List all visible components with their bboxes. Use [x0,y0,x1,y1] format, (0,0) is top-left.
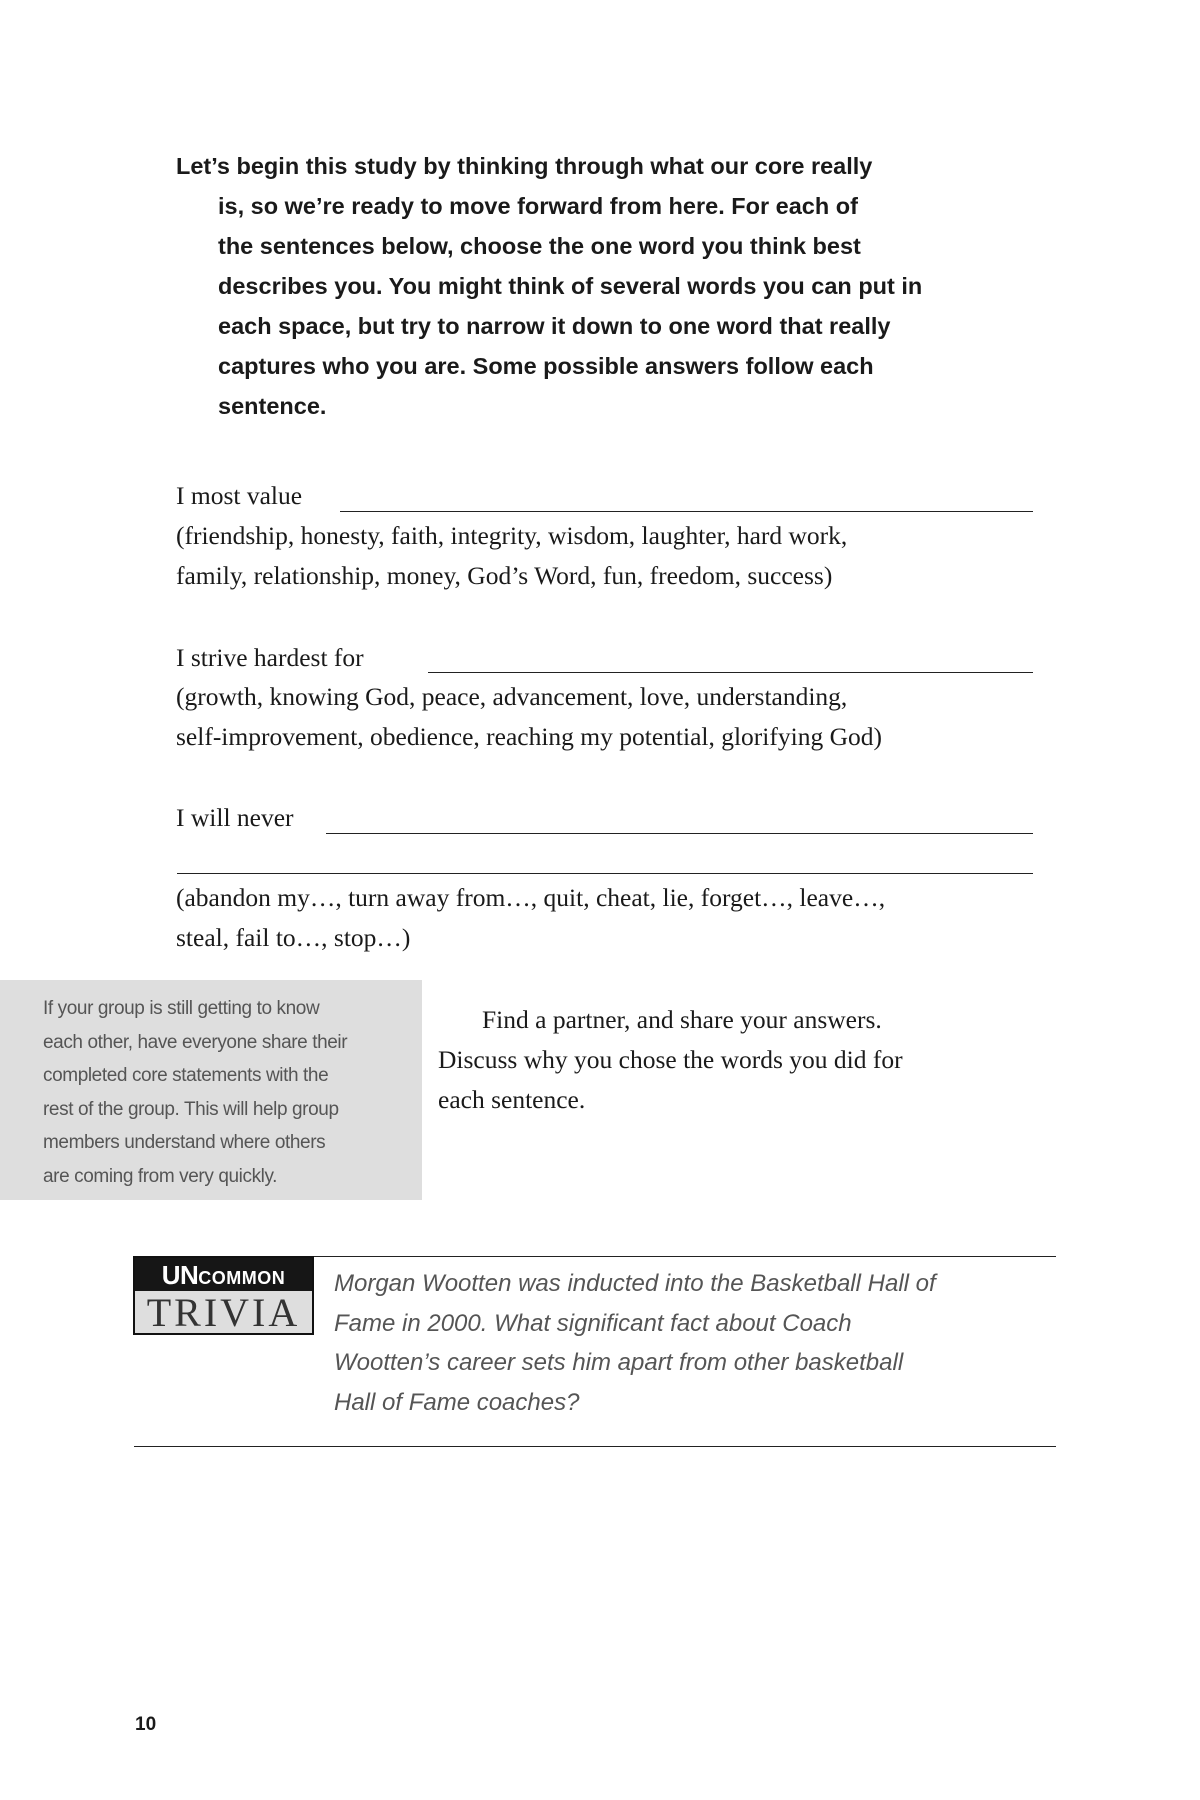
leader-tip-line: each other, have everyone share their [43,1031,348,1053]
prompt-will-never-blank[interactable] [326,833,1033,834]
intro-line: the sentences below, choose the one word you think best [218,233,861,259]
intro-line: is, so we’re ready to move forward from here. For each of [218,193,858,219]
leader-tip-line: rest of the group. This will help group [43,1098,339,1120]
prompt-will-never-options: (abandon my…, turn away from…, quit, cheat, lie, forget…, leave…, [176,883,886,912]
trivia-line: Wootten’s career sets him apart from other basketball [334,1349,904,1376]
badge-trivia-label: TRIVIA [146,1290,301,1335]
discussion-paragraph [438,1000,903,1120]
badge-un: UN [161,1260,199,1290]
prompt-most-value-stem: I most value [176,481,303,510]
trivia-line: Fame in 2000. What significant fact about Coach [334,1309,852,1337]
prompt-most-value-blank[interactable] [340,511,1033,512]
leader-tip-line: are coming from very quickly. [43,1165,278,1187]
intro-line: each space, but try to narrow it down to one word that really [218,313,891,339]
prompt-strive-hardest-options: self-improvement, obedience, reaching my potential, glorifying God) [176,722,882,751]
badge-uncommon-label [135,1258,312,1291]
uncommon-trivia-badge [133,1256,314,1335]
trivia-top-rule [314,1256,1056,1257]
badge-common: COMMON [198,1268,286,1288]
prompt-will-never-options: steal, fail to…, stop…) [176,923,411,952]
discussion-line: Discuss why you chose the words you did for [438,1045,903,1074]
discussion-line: each sentence. [438,1085,586,1114]
intro-line: describes you. You might think of several words you can put in [218,273,923,299]
intro-line: sentence. [218,393,327,419]
trivia-line: Hall of Fame coaches? [334,1388,580,1416]
page-number: 10 [135,1714,157,1735]
trivia-bottom-rule [134,1446,1056,1447]
prompt-strive-hardest-options: (growth, knowing God, peace, advancement, love, understanding, [176,682,848,711]
prompt-will-never-stem: I will never [176,803,294,832]
prompt-most-value-options: family, relationship, money, God’s Word, fun, freedom, success) [176,561,833,590]
discussion-line: Find a partner, and share your answers. [482,1005,882,1034]
prompt-strive-hardest-blank[interactable] [428,672,1033,673]
leader-tip-line: If your group is still getting to know [43,998,320,1019]
trivia-line: Morgan Wootten was inducted into the Basketball Hall of [334,1270,936,1297]
prompt-most-value-options: (friendship, honesty, faith, integrity, wisdom, laughter, hard work, [176,521,848,550]
intro-paragraph [176,146,1056,426]
prompt-strive-hardest-stem: I strive hardest for [176,643,364,672]
intro-line: Let’s begin this study by thinking through what our core really [176,153,873,179]
leader-tip-line: completed core statements with the [43,1065,329,1086]
leader-tip-box [0,980,422,1200]
intro-line: captures who you are. Some possible answers follow each [218,353,874,379]
leader-tip-line: members understand where others [43,1132,326,1153]
trivia-question [334,1264,936,1422]
prompt-will-never-blank-line-2[interactable] [177,873,1033,874]
leader-tip-text [43,992,413,1193]
